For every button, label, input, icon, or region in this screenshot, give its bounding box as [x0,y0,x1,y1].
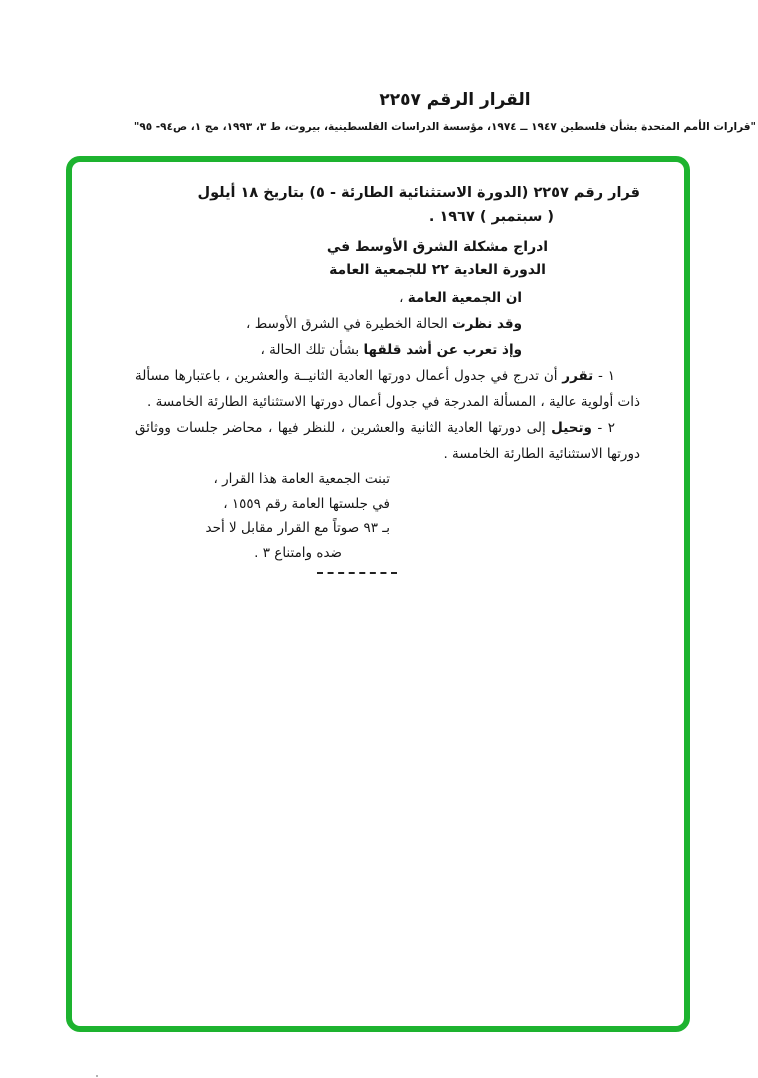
scan-artifact-dot [96,1075,98,1077]
resolution-subtitle [185,236,690,282]
resolution-heading-line1: قرار رقم ٢٢٥٧ (الدورة الاستثنائية الطارئة - ٥) بتاريخ ١٨ أيلول [197,185,640,201]
clause-1 [135,363,640,415]
adoption-line-2: في جلستها العامة رقم ١٥٥٩ ، [223,495,390,512]
resolution-subtitle-line1: ادراج مشكلة الشرق الأوسط في [326,239,549,255]
intro-line-1-emphasis: ان الجمعية العامة [407,290,522,306]
clause-2-text: إلى دورتها العادية الثانية والعشرين ، للنظر فيها ، محاضر جلسات ووثائق دورتها الاستثنائية الطارئة الخامسة . [135,420,640,462]
intro-line-3 [135,337,640,363]
adoption-line-3: بـ ٩٣ صوتاً مع القرار مقابل لا أحد [205,520,390,536]
clause-1-number: ١ - [593,368,615,384]
intro-line-1 [135,285,640,311]
clause-2-number: ٢ - [591,420,615,436]
clause-1-text: أن تدرج في جدول أعمال دورتها العادية الثانيــة والعشرين ، باعتبارها مسألة ذات أولوية عالية ، المسألة المدرجة في جدول أعمال دورتها الاستثنائية الطارئة الخامسة . [135,368,640,410]
intro-line-3-emphasis: وإذ تعرب عن أشد قلقها [363,342,522,358]
clause-2 [135,415,640,467]
clause-2-verb: وتحيل [551,420,592,436]
intro-line-2-emphasis: وقد نظرت [452,316,522,332]
page-title: القرار الرقم ٢٢٥٧ [379,90,531,110]
resolution-heading [135,181,640,229]
adoption-line-1: تبنت الجمعية العامة هذا القرار ، [213,471,390,487]
adoption-note [185,467,390,565]
intro-line-1-text: ، [399,290,408,306]
intro-line-2 [135,311,640,337]
document-body [135,181,640,574]
intro-line-2-text: الحالة الخطيرة في الشرق الأوسط ، [246,316,453,332]
intro-line-3-text: بشأن تلك الحالة ، [260,342,364,358]
dashed-separator [317,572,397,574]
adoption-line-4: ضده وامتناع ٣ . [254,544,342,561]
clause-1-verb: تقرر [562,368,594,384]
resolution-subtitle-line2: الدورة العادية ٢٢ للجمعية العامة [329,262,546,278]
citation-line: "قرارات الأمم المتحدة بشأن فلسطين ١٩٤٧ ــ ١٩٧٤، مؤسسة الدراسات الفلسطينية، بيروت، ط ٣، ١٩٩٣، مج ١، ص٩٤- ٩٥" [133,121,756,133]
resolution-heading-line2: ( سبتمبر ) ١٩٦٧ . [428,209,554,225]
